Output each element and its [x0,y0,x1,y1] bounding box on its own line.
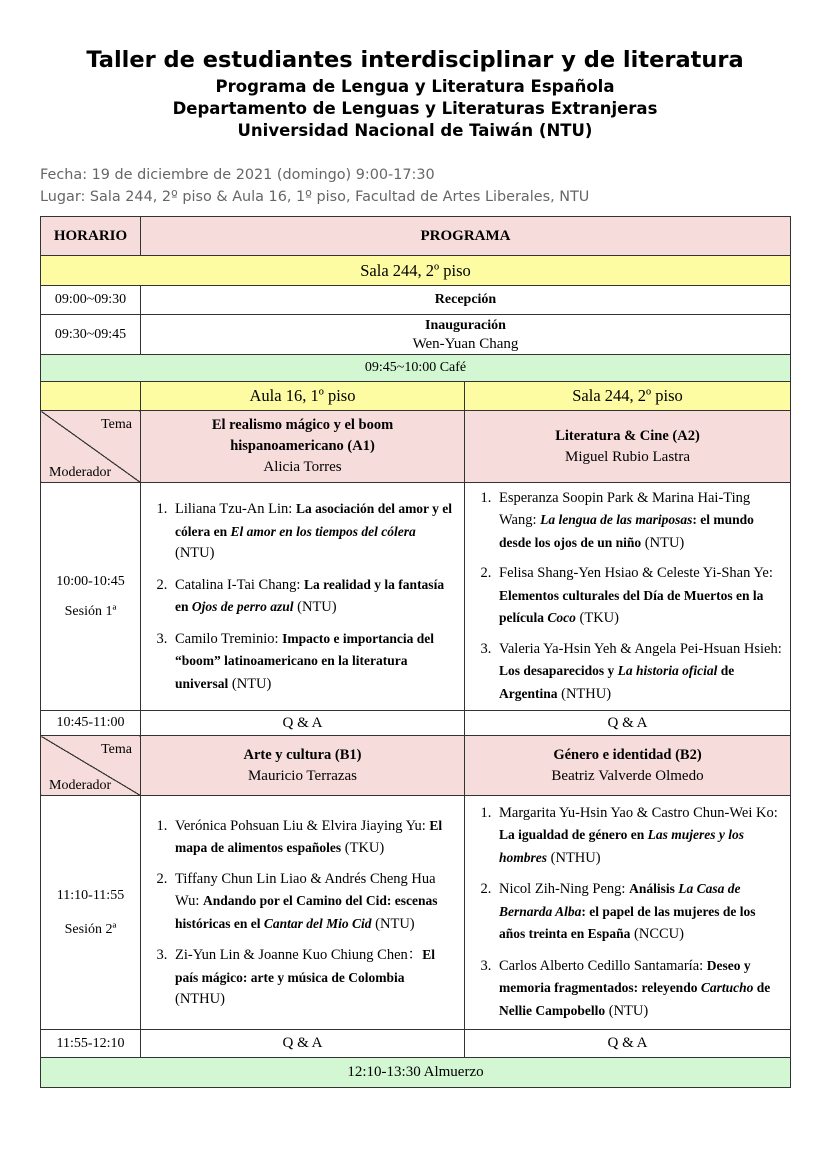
recepcion-row [41,286,791,315]
list-item: 3. Camilo Treminio: Impacto e importancia del “boom” latinoamericano en la literatura universal (NTU) [171,628,456,696]
university-name: Universidad Nacional de Taiwán (NTU) [237,121,593,140]
qa-a1: Q & A [141,711,465,736]
recepcion-time: 09:00~09:30 [41,286,141,315]
room-sala-244: Sala 244, 2º piso [465,382,791,411]
document-header [0,44,830,142]
session1-talks-row [41,483,791,711]
inauguracion-person: Wen-Yuan Chang [412,335,519,352]
moderador-label: Moderador [49,778,112,793]
session2-talks-row [41,796,791,1030]
list-item: 2. Nicol Zih-Ning Peng: Análisis La Casa de Bernarda Alba: el papel de las mujeres de los años treinta en España (NCCU) [495,878,782,946]
topic-b1-moderator: Mauricio Terrazas [247,767,358,784]
qa-b1: Q & A [141,1030,465,1058]
talk-list [465,803,790,1023]
venue-sala-244: Sala 244, 2º piso [41,256,791,286]
session1-qa-row [41,711,791,736]
lunch-break: 12:10-13:30 Almuerzo [41,1058,791,1088]
topic-a1 [141,411,465,483]
session1-a2-talks [465,483,791,711]
list-item: 2. Tiffany Chun Lin Liao & Andrés Cheng Hua Wu: Andando por el Camino del Cid: escenas históricas en el Cantar del Mio Cid (NTU) [171,869,456,936]
topic-b1 [141,736,465,796]
inauguracion-label: Inauguración [425,317,506,333]
room-aula-16: Aula 16, 1º piso [141,382,465,411]
department-name: Departamento de Lenguas y Literaturas Extranjeras [172,99,658,118]
qa-b2: Q & A [465,1030,791,1058]
list-item: 3. Carlos Alberto Cedillo Santamaría: Deseo y memoria fragmentados: releyendo Cartucho de Nellie Campobello (NTU) [495,955,782,1023]
topic-a2-title: Literatura & Cine (A2) [555,427,700,444]
qa-a2: Q & A [465,711,791,736]
cafe-row [41,355,791,382]
schedule-table [40,216,791,1088]
event-date: Fecha: 19 de diciembre de 2021 (domingo) 9:00-17:30 [40,167,435,183]
topic-b2-moderator: Beatriz Valverde Olmedo [551,767,704,784]
session1-label: Sesión 1ª [64,603,117,619]
event-location: Lugar: Sala 244, 2º piso & Aula 16, 1º piso, Facultad de Artes Liberales, NTU [40,189,590,205]
header-horario: HORARIO [41,217,141,256]
venue-row [41,256,791,286]
session1-a1-talks [141,483,465,711]
session2-time: 11:10-11:55 [56,887,125,903]
list-item: 1. Liliana Tzu-An Lin: La asociación del amor y el cólera en El amor en los tiempos del cólera (NTU) [171,498,456,565]
topic-a1-title: El realismo mágico y el boom hispanoamericano (A1) [211,417,394,454]
inauguracion-time: 09:30~09:45 [41,315,141,355]
cafe-break: 09:45~10:00 Café [41,355,791,382]
rooms-row [41,382,791,411]
topic-b1-title: Arte y cultura (B1) [243,746,362,763]
talk-list [141,498,464,695]
tema-moderador-cell [41,736,141,796]
list-item: 3. Valeria Ya-Hsin Yeh & Angela Pei-Hsuan Hsieh: Los desaparecidos y La historia oficial de Argentina (NTHU) [495,639,782,706]
session2-qa-row [41,1030,791,1058]
event-info [40,164,589,208]
list-item: 1. Margarita Yu-Hsin Yao & Castro Chun-Wei Ko: La igualdad de género en Las mujeres y los hombres (NTHU) [495,803,782,870]
list-item: 1. Verónica Pohsuan Liu & Elvira Jiaying Yu: El mapa de alimentos españoles (TKU) [171,815,456,860]
recepcion-label: Recepción [141,286,791,315]
list-item: 2. Felisa Shang-Yen Hsiao & Celeste Yi-Shan Ye: Elementos culturales del Día de Muertos en la película Coco (TKU) [495,563,782,630]
inauguracion-cell [141,315,791,355]
program-name: Programa de Lengua y Literatura Española [215,77,615,96]
rooms-empty-cell [41,382,141,411]
lunch-row [41,1058,791,1088]
topic-a2-moderator: Miguel Rubio Lastra [565,448,690,465]
session2-qa-time: 11:55-12:10 [41,1030,141,1058]
table-header-row [41,217,791,256]
session2-b2-talks [465,796,791,1030]
session2-b1-talks [141,796,465,1030]
tema-moderador-cell [41,411,141,483]
session2-label: Sesión 2ª [64,921,117,937]
session1-time: 10:00-10:45 [56,573,125,589]
tema-label: Tema [101,742,132,757]
talk-list [465,488,790,706]
session1-time-cell [41,483,141,711]
session2-topic-row [41,736,791,796]
moderador-label: Moderador [49,465,112,480]
inauguracion-row [41,315,791,355]
list-item: 3. Zi-Yun Lin & Joanne Kuo Chiung Chen：El país mágico: arte y música de Colombia (NTHU) [171,944,456,1011]
topic-a1-moderator: Alicia Torres [263,459,342,475]
document-title: Taller de estudiantes interdisciplinar y de literatura [86,47,744,73]
tema-label: Tema [101,417,132,432]
session2-time-cell [41,796,141,1030]
list-item: 1. Esperanza Soopin Park & Marina Hai-Ting Wang: La lengua de las mariposas: el mundo desde los ojos de un niño (NTU) [495,488,782,555]
session1-qa-time: 10:45-11:00 [41,711,141,736]
session1-topic-row [41,411,791,483]
topic-b2 [465,736,791,796]
topic-b2-title: Género e identidad (B2) [553,746,702,763]
talk-list [141,815,464,1011]
list-item: 2. Catalina I-Tai Chang: La realidad y la fantasía en Ojos de perro azul (NTU) [171,574,456,619]
topic-a2 [465,411,791,483]
header-programa: PROGRAMA [141,217,791,256]
